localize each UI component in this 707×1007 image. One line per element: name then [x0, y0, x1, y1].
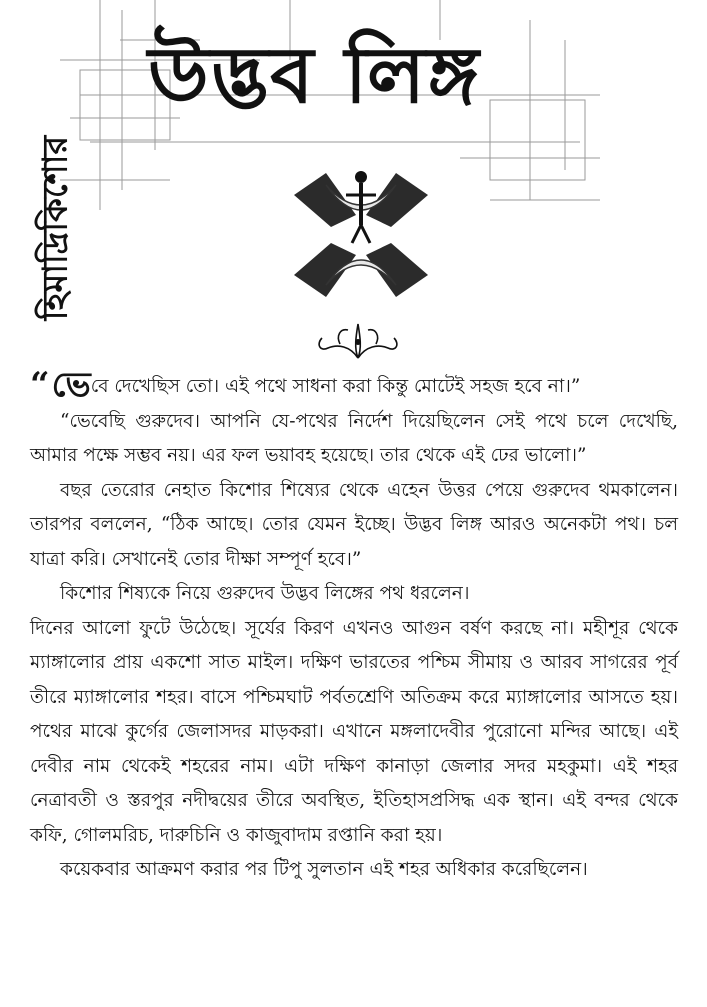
paragraph-4: কিশোর শিষ্যকে নিয়ে গুরুদেব উদ্ভব লিঙ্গের পথ ধরলেন। — [60, 583, 470, 604]
paragraph-3: বছর তেরোর নেহাত কিশোর শিষ্যের থেকে এহেন উত্তর পেয়ে গুরুদেব থমকালেন। তারপর বললেন, “ঠিক আছে। তোর যেমন ইচ্ছে। উদ্ভব লিঙ্গ আরও অনেকটা পথ। চল যাত্রা করি। সেখানেই তোর দীক্ষা সম্পূর্ণ হবে।” — [30, 479, 678, 570]
hourglass-figure-emblem-icon — [286, 165, 436, 305]
paragraph-1-text: বে দেখেছিস তো। এই পথে সাধনা করা কিন্তু মোটেই সহজ হবে না।” — [90, 376, 581, 397]
drop-cap: ভে — [51, 365, 91, 405]
story-text — [30, 365, 678, 888]
paragraph-2: “ভেবেছি গুরুদেব। আপনি যে-পথের নির্দেশ দিয়েছিলেন সেই পথে চলে দেখেছি, আমার পক্ষে সম্ভব নয়। এর ফল ভয়াবহ হয়েছে। তার থেকে এই ঢের ভালো।” — [30, 410, 678, 466]
floral-ornament-icon — [310, 318, 406, 362]
author-name — [18, 120, 98, 335]
paragraph-1 — [30, 365, 678, 405]
paragraph-6: কয়েকবার আক্রমণ করার পর টিপু সুলতান এই শহর অধিকার করেছিলেন। — [60, 859, 588, 880]
opening-quote-mark: “ — [30, 365, 50, 405]
book-title: উদ্ভব লিঙ্গ — [148, 31, 481, 121]
paragraph-5: দিনের আলো ফুটে উঠেছে। সূর্যের কিরণ এখনও আগুন বর্ষণ করছে না। মহীশূর থেকে ম্যাঙ্গালোর প্রায় একশো সাত মাইল। দক্ষিণ ভারতের পশ্চিম সীমায় ও আরব সাগরের পূর্ব তীরে ম্যাঙ্গালোর শহর। বাসে পশ্চিমঘাট পর্বতশ্রেণি অতিক্রম করে ম্যাঙ্গালোর আসতে হয়। পথের মাঝে কুর্গের জেলাসদর মাড়করা। এখানে মঙ্গলাদেবীর পুরোনো মন্দির আছে। এই দেবীর নাম থেকেই শহরের নাম। এটা দক্ষিণ কানাড়া জেলার সদর মহকুমা। এই শহর নেত্রাবতী ও স্তরপুর নদীদ্বয়ের তীরে অবস্থিত, ইতিহাসপ্রসিদ্ধ এক স্থান। এই বন্দর থেকে কফি, গোলমরিচ, দারুচিনি ও কাজুবাদাম রপ্তানি করা হয়। — [30, 617, 678, 846]
author-label: হিমাদ্রিকিশোর — [35, 135, 76, 321]
chapter-header — [0, 0, 707, 370]
